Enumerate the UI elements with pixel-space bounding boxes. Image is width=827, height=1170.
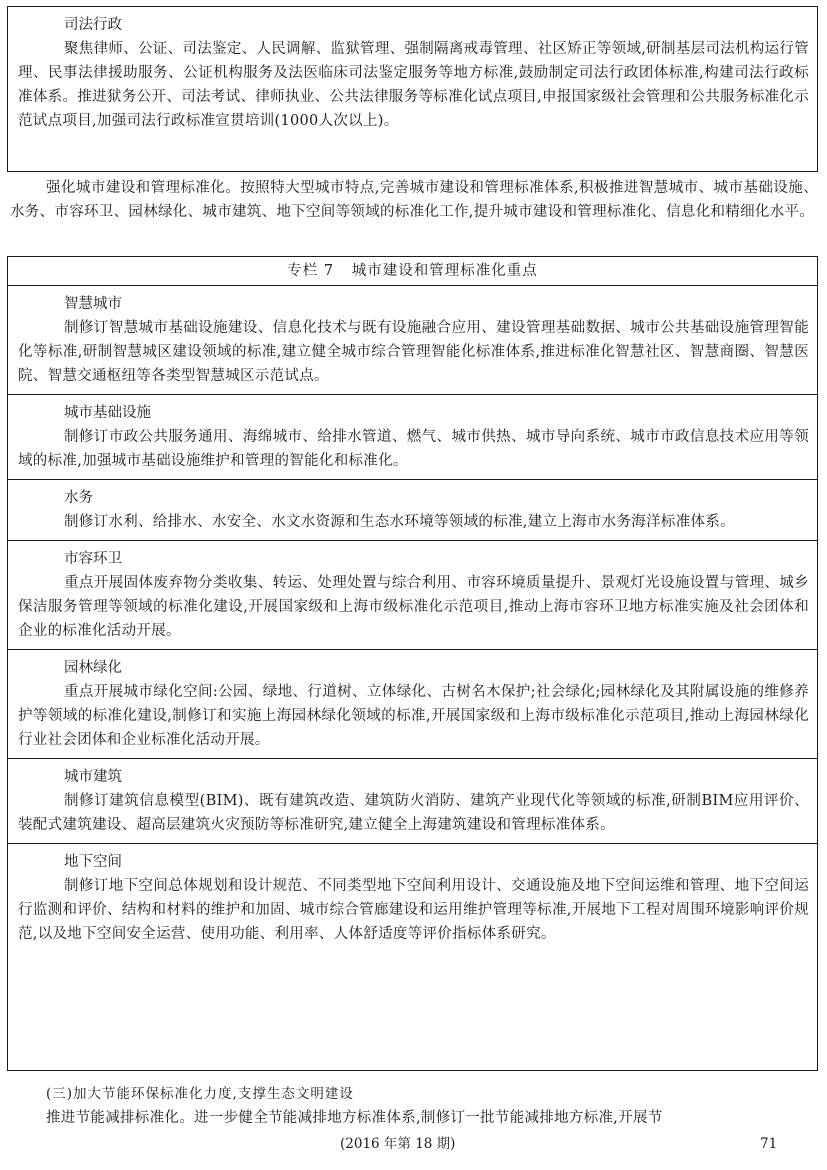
section-title: 园林绿化 xyxy=(64,660,122,676)
section-underground-space xyxy=(8,844,817,952)
page-number: 71 xyxy=(760,1136,778,1152)
section-title: 水务 xyxy=(64,490,93,506)
section-body: 制修订地下空间总体规划和设计规范、不同类型地下空间利用设计、交通设施及地下空间运维和管理、地下空间运行监测和评价、结构和材料的维护和加固、城市综合管廊建设和运用维护管理等标准,开展地下工程对周围环境影响评价规范,以及地下空间安全运营、使用功能、利用率、人体舒适度等评价指标体系研究。 xyxy=(18,878,809,942)
section-title: 城市建筑 xyxy=(64,769,122,785)
judicial-admin-section xyxy=(8,7,817,139)
section-urban-infrastructure xyxy=(8,395,817,480)
section-title: 司法行政 xyxy=(64,17,122,33)
closing-paragraph: 推进节能减排标准化。进一步健全节能减排地方标准体系,制修订一批节能减排地方标准,开展节 xyxy=(46,1110,663,1126)
intro-paragraph: 强化城市建设和管理标准化。按照特大型城市特点,完善城市建设和管理标准体系,积极推进智慧城市、城市基础设施、水务、市容环卫、园林绿化、城市建筑、地下空间等领域的标准化工作,提升城市建设和管理标准化、信息化和精细化水平。 xyxy=(10,180,818,220)
judicial-admin-box xyxy=(7,6,818,172)
column-7-box xyxy=(7,256,818,1071)
section-title: 地下空间 xyxy=(64,854,122,870)
section-body: 制修订建筑信息模型(BIM)、既有建筑改造、建筑防火消防、建筑产业现代化等领域的标准,研制BIM应用评价、装配式建筑建设、超高层建筑火灾预防等标准研究,建立健全上海建筑建设和管理标准体系。 xyxy=(18,793,809,833)
column-title: 城市建设和管理标准化重点 xyxy=(351,263,538,279)
section-landscaping xyxy=(8,650,817,759)
page-footer xyxy=(0,1133,827,1155)
section-urban-buildings xyxy=(8,759,817,844)
issue-number: (2016 年第 18 期) xyxy=(340,1136,456,1152)
section-body: 制修订智慧城市基础设施建设、信息化技术与既有设施融合应用、建设管理基础数据、城市公共基础设施管理智能化等标准,研制智慧城区建设领域的标准,建立健全城市综合管理智能化标准体系,推进标准化智慧社区、智慧商圈、智慧医院、智慧交通枢纽等各类型智慧城区示范试点。 xyxy=(18,320,809,384)
column-label: 专栏 7 xyxy=(287,263,335,279)
section-body: 制修订市政公共服务通用、海绵城市、给排水管道、燃气、城市供热、城市导向系统、城市市政信息技术应用等领域的标准,加强城市基础设施维护和管理的智能化和标准化。 xyxy=(18,429,809,469)
section-city-sanitation xyxy=(8,541,817,650)
section-body: 重点开展城市绿化空间:公园、绿地、行道树、立体绿化、古树名木保护;社会绿化;园林绿化及其附属设施的维修养护等领域的标准化建设,制修订和实施上海园林绿化领域的标准,开展国家级和上海市级标准化示范项目,推动上海园林绿化行业社会团体和企业标准化活动开展。 xyxy=(18,684,809,748)
section-title: 城市基础设施 xyxy=(64,405,151,421)
subheading: (三)加大节能环保标准化力度,支撑生态文明建设 xyxy=(46,1086,354,1102)
column-heading xyxy=(8,257,817,286)
section-body: 重点开展固体废弃物分类收集、转运、处理处置与综合利用、市容环境质量提升、景观灯光设施设置与管理、城乡保洁服务管理等领域的标准化建设,开展国家级和上海市级标准化示范项目,推动上海市容环卫地方标准实施及社会团体和企业的标准化活动开展。 xyxy=(18,575,809,639)
section-body: 制修订水利、给排水、水安全、水文水资源和生态水环境等领域的标准,建立上海市水务海洋标准体系。 xyxy=(64,514,735,530)
section-water-affairs xyxy=(8,480,817,541)
section-body: 聚焦律师、公证、司法鉴定、人民调解、监狱管理、强制隔离戒毒管理、社区矫正等领域,研制基层司法机构运行管理、民事法律援助服务、公证机构服务及法医临床司法鉴定服务等地方标准,鼓励制定司法行政团体标准,构建司法行政标准体系。推进狱务公开、司法考试、律师执业、公共法律服务等标准化试点项目,申报国家级社会管理和公共服务标准化示范试点项目,加强司法行政标准宣贯培训(1000人次以上)。 xyxy=(18,41,809,129)
section-title: 市容环卫 xyxy=(64,551,122,567)
section-title: 智慧城市 xyxy=(64,296,122,312)
section-smart-city xyxy=(8,286,817,395)
